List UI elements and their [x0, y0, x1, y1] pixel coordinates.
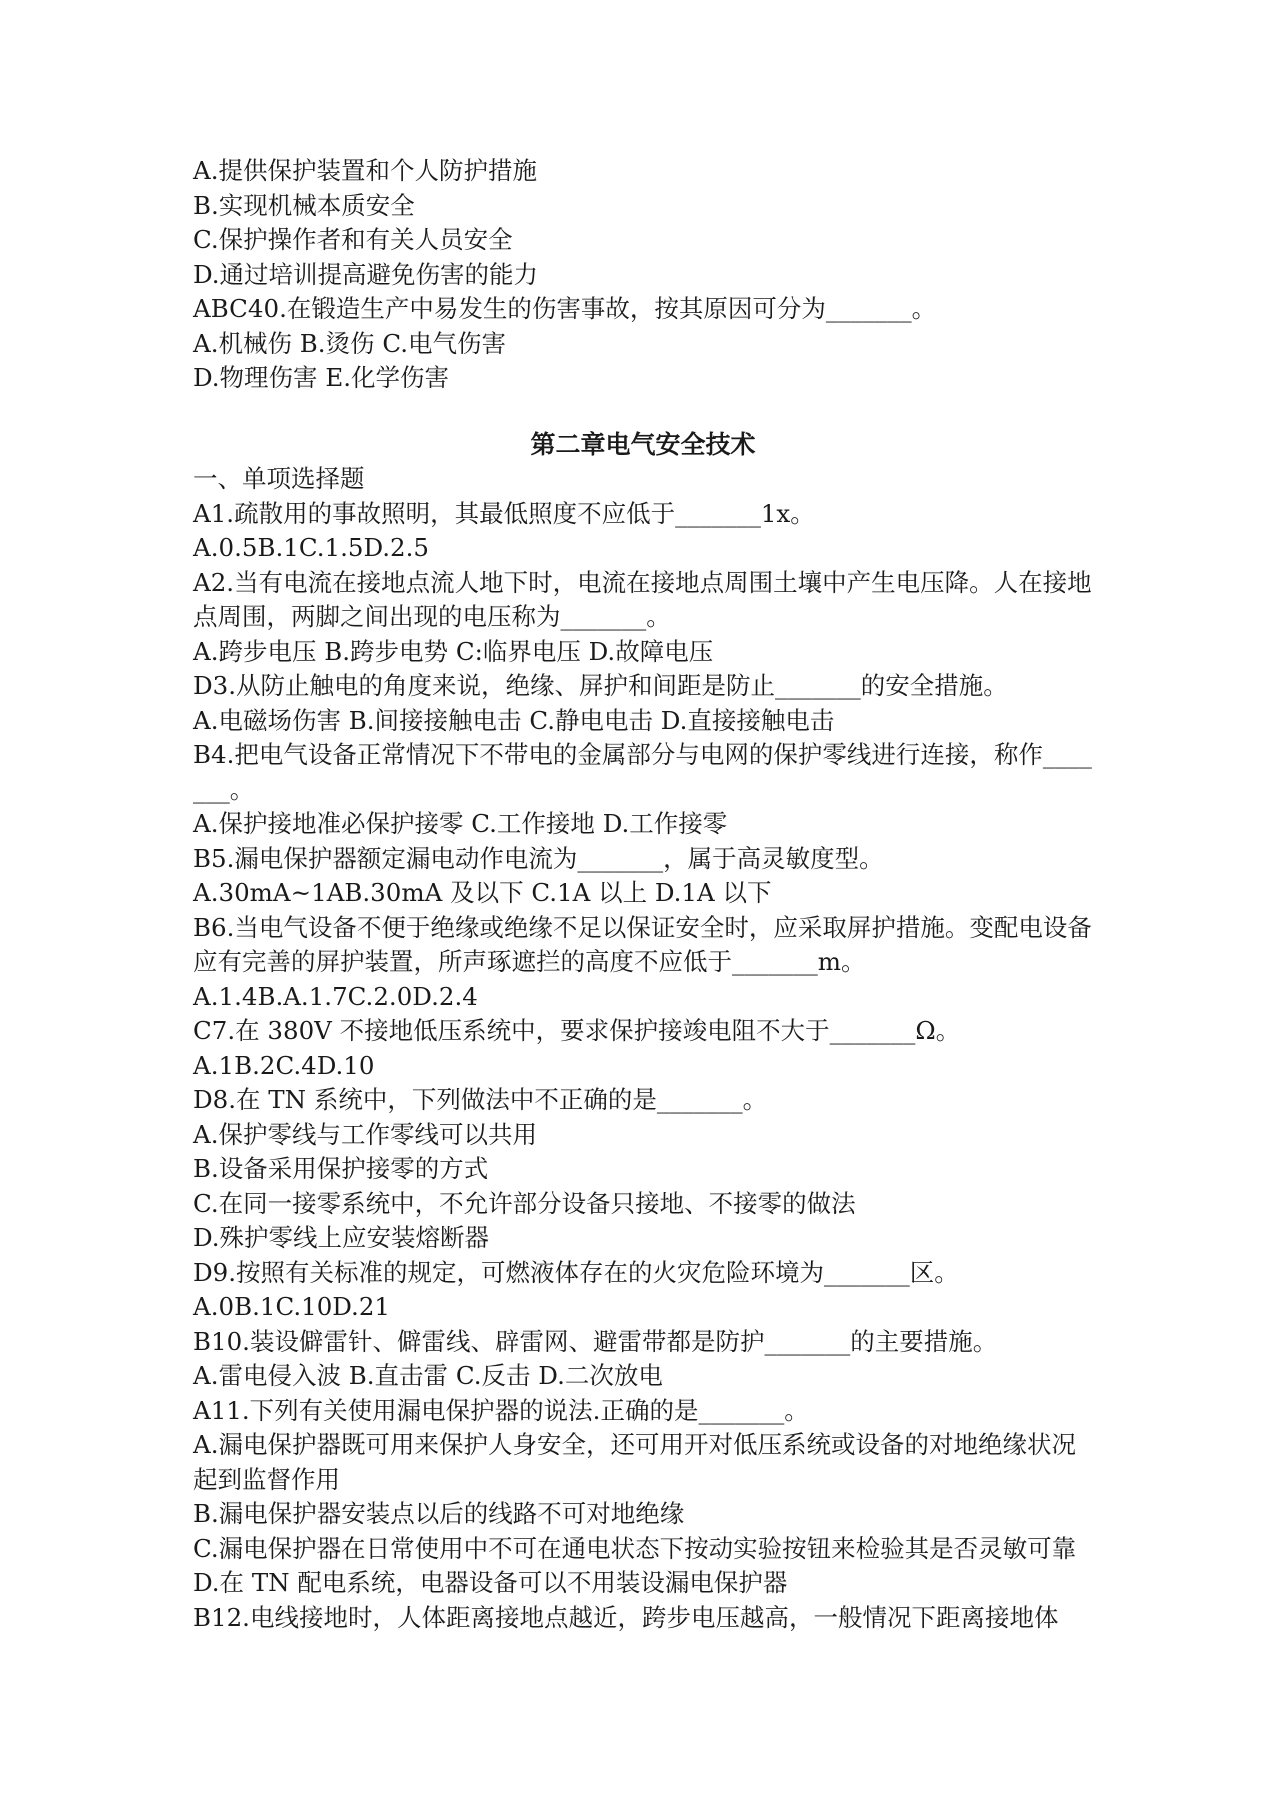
text-line: C.漏电保护器在日常使用中不可在通电状态下按动实验按钮来检验其是否灵敏可靠: [193, 1533, 1077, 1563]
text-line: B12.电线接地时，人体距离接地点越近，跨步电压越高，一般情况下距离接地体: [193, 1602, 1059, 1632]
text-line: B.设备采用保护接零的方式: [193, 1154, 489, 1183]
text-line: A.电磁场伤害 B.间接接触电击 C.静电电击 D.直接接触电击: [193, 705, 835, 735]
text-line: A.雷电侵入波 B.直击雷 C.反击 D.二次放电: [193, 1361, 663, 1390]
text-line: B.漏电保护器安装点以后的线路不可对地绝缘: [193, 1499, 685, 1528]
text-line: C.保护操作者和有关人员安全: [193, 225, 513, 254]
text-line: C7.在 380V 不接地低压系统中，要求保护接竣电阻不大于_______Ω。: [193, 1016, 961, 1045]
text-line: D8.在 TN 系统中，下列做法中不正确的是_______。: [193, 1085, 768, 1114]
text-line: 一、单项选择题: [193, 464, 365, 493]
text-line: A.跨步电压 B.跨步电势 C:临界电压 D.故障电压: [193, 636, 714, 666]
text-line: B6.当电气设备不便于绝缘或绝缘不足以保证安全时，应采取屏护措施。变配电设备应有完善的屏护装置，所声琢遮拦的高度不应低于_______m。: [193, 912, 1092, 976]
text-line: B10.装设僻雷针、僻雷线、辟雷网、避雷带都是防护_______的主要措施。: [193, 1326, 998, 1356]
text-line: A.保护零线与工作零线可以共用: [193, 1119, 537, 1149]
previous-chapter-questions: [193, 154, 1093, 396]
text-line: D.通过培训提高避免伤害的能力: [193, 259, 539, 289]
text-line: A.0.5B.1C.1.5D.2.5: [193, 533, 429, 562]
text-line: A1.疏散用的事故照明，其最低照度不应低于_______1x。: [193, 498, 815, 528]
text-line: A.1B.2C.4D.10: [193, 1050, 375, 1080]
text-line: D9.按照有关标准的规定，可燃液体存在的火灾危险环境为_______区。: [193, 1257, 959, 1287]
chapter-questions: [193, 462, 1093, 1635]
text-line: A.提供保护装置和个人防护措施: [193, 156, 537, 185]
text-line: C.在同一接零系统中，不允许部分设备只接地、不接零的做法: [193, 1188, 856, 1218]
document-page: [193, 154, 1093, 1635]
text-line: A.0B.1C.10D.21: [193, 1292, 391, 1321]
text-line: ABC40.在锻造生产中易发生的伤害事故，按其原因可分为_______。: [193, 294, 937, 323]
text-line: A11.下列有关使用漏电保护器的说法.正确的是_______。: [193, 1395, 809, 1425]
text-line: A.漏电保护器既可用来保护人身安全，还可用开对低压系统或设备的对地绝缘状况起到监督作用: [193, 1430, 1076, 1494]
text-line: D.物理伤害 E.化学伤害: [193, 363, 450, 392]
text-line: A.保护接地准必保护接零 C.工作接地 D.工作接零: [193, 809, 728, 838]
text-line: A.1.4B.A.1.7C.2.0D.2.4: [193, 981, 478, 1011]
text-line: D.殊护零线上应安装熔断器: [193, 1223, 490, 1252]
text-line: B.实现机械本质安全: [193, 190, 415, 220]
text-line: A.机械伤 B.烫伤 C.电气伤害: [193, 328, 507, 358]
text-line: A2.当有电流在接地点流人地下时，电流在接地点周围土壤中产生电压降。人在接地点周围，两脚之间出现的电压称为_______。: [193, 567, 1092, 631]
text-line: B5.漏电保护器额定漏电动作电流为_______，属于高灵敏度型。: [193, 843, 884, 873]
text-line: A.30mA~1AB.30mA 及以下 C.1A 以上 D.1A 以下: [193, 878, 772, 907]
chapter-title: 第二章电气安全技术: [530, 429, 756, 459]
text-line: D.在 TN 配电系统，电器设备可以不用装设漏电保护器: [193, 1568, 788, 1597]
text-line: B4.把电气设备正常情况下不带电的金属部分与电网的保护零线进行连接，称作_______。: [193, 740, 1092, 804]
text-line: D3.从防止触电的角度来说，绝缘、屏护和间距是防止_______的安全措施。: [193, 671, 1008, 700]
